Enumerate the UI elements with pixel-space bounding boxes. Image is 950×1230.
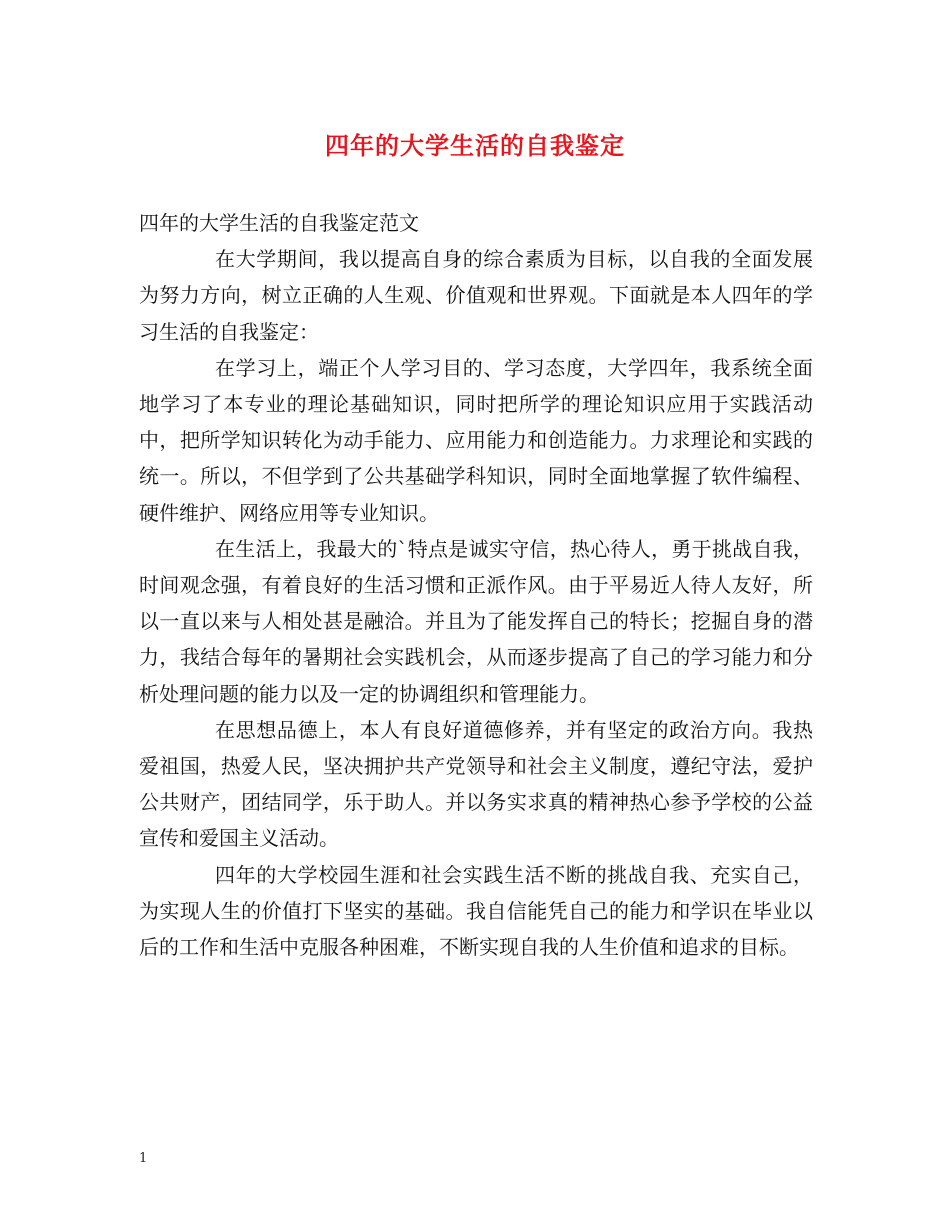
paragraph-conclusion: 四年的大学校园生涯和社会实践生活不断的挑战自我、充实自己，为实现人生的价值打下坚实的基础。我自信能凭自己的能力和学识在毕业以后的工作和生活中克服各种困难，不断实现自我的人生价值和追求的目标。 [139, 862, 813, 960]
paragraph-study: 在学习上，端正个人学习目的、学习态度，大学四年，我系统全面地学习了本专业的理论基础知识，同时把所学的理论知识应用于实践活动中，把所学知识转化为动手能力、应用能力和创造能力。力求理论和实践的统一。所以，不但学到了公共基础学科知识，同时全面地掌握了软件编程、硬件维护、网络应用等专业知识。 [139, 355, 813, 525]
paragraph-life: 在生活上，我最大的`特点是诚实守信，热心待人，勇于挑战自我，时间观念强，有着良好的生活习惯和正派作风。由于平易近人待人友好，所以一直以来与人相处甚是融洽。并且为了能发挥自己的特长；挖掘自身的潜力，我结合每年的暑期社会实践机会，从而逐步提高了自己的学习能力和分析处理问题的能力以及一定的协调组织和管理能力。 [139, 536, 813, 706]
document-body [139, 205, 813, 965]
paragraph-morality: 在思想品德上，本人有良好道德修养，并有坚定的政治方向。我热爱祖国，热爱人民，坚决拥护共产党领导和社会主义制度，遵纪守法，爱护公共财产，团结同学，乐于助人。并以务实求真的精神热心参予学校的公益宣传和爱国主义活动。 [139, 717, 813, 851]
document-title: 四年的大学生活的自我鉴定 [325, 131, 625, 160]
paragraph-intro: 在大学期间，我以提高自身的综合素质为目标，以自我的全面发展为努力方向，树立正确的人生观、价值观和世界观。下面就是本人四年的学习生活的自我鉴定： [139, 247, 813, 344]
page-number: 1 [139, 1151, 148, 1166]
document-subtitle: 四年的大学生活的自我鉴定范文 [139, 211, 419, 235]
